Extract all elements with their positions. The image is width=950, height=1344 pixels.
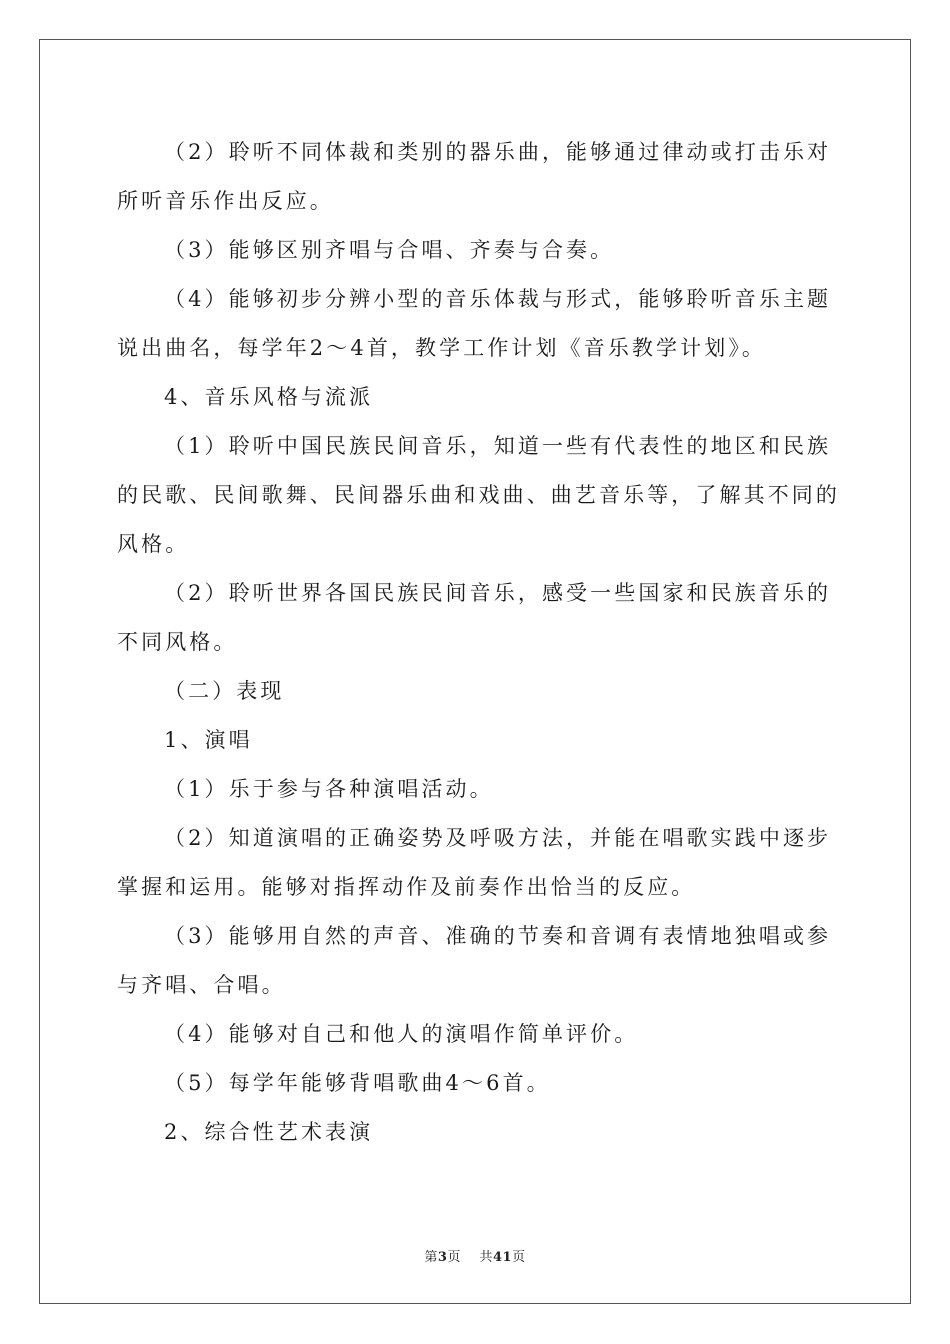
document-body [117, 128, 840, 1157]
paragraph-line: （1）聆听中国民族民间音乐，知道一些有代表性的地区和民族 [164, 434, 832, 458]
paragraph-line: 说出曲名，每学年2～4首，教学工作计划《音乐教学计划》。 [117, 336, 767, 360]
total-prefix: 共 [479, 1250, 493, 1265]
paragraph-line: （3）能够区别齐唱与合唱、齐奏与合奏。 [164, 238, 615, 262]
paragraph-line: （2）知道演唱的正确姿势及呼吸方法，并能在唱歌实践中逐步 [164, 826, 832, 850]
section-heading: 2、综合性艺术表演 [164, 1120, 374, 1144]
paragraph-line: 所听音乐作出反应。 [117, 189, 334, 213]
paragraph-line: 不同风格。 [117, 630, 238, 654]
page-number: 3 [437, 1250, 448, 1265]
paragraph-line: 的民歌、民间歌舞、民间器乐曲和戏曲、曲艺音乐等，了解其不同的 [117, 483, 840, 507]
section-heading: （二）表现 [164, 679, 285, 703]
total-suffix: 页 [512, 1250, 526, 1265]
page-suffix: 页 [447, 1250, 461, 1265]
paragraph-line: （4）能够对自己和他人的演唱作简单评价。 [164, 1022, 639, 1046]
paragraph-line: 与齐唱、合唱。 [117, 973, 286, 997]
page-footer [0, 1246, 950, 1265]
paragraph-line: 风格。 [117, 532, 190, 556]
paragraph-line: （4）能够初步分辨小型的音乐体裁与形式，能够聆听音乐主题 [164, 287, 832, 311]
paragraph-line: （2）聆听世界各国民族民间音乐，感受一些国家和民族音乐的 [164, 581, 832, 605]
paragraph-line: （1）乐于参与各种演唱活动。 [164, 777, 494, 801]
paragraph-line: （2）聆听不同体裁和类别的器乐曲，能够通过律动或打击乐对 [164, 140, 832, 164]
section-heading: 1、演唱 [164, 728, 253, 752]
paragraph-line: （3）能够用自然的声音、准确的节奏和音调有表情地独唱或参 [164, 924, 832, 948]
section-heading: 4、音乐风格与流派 [164, 385, 374, 409]
paragraph-line: 掌握和运用。能够对指挥动作及前奏作出恰当的反应。 [117, 875, 696, 899]
paragraph-line: （5）每学年能够背唱歌曲4～6首。 [164, 1071, 551, 1095]
total-pages: 41 [493, 1250, 513, 1265]
page-prefix: 第 [424, 1250, 438, 1265]
